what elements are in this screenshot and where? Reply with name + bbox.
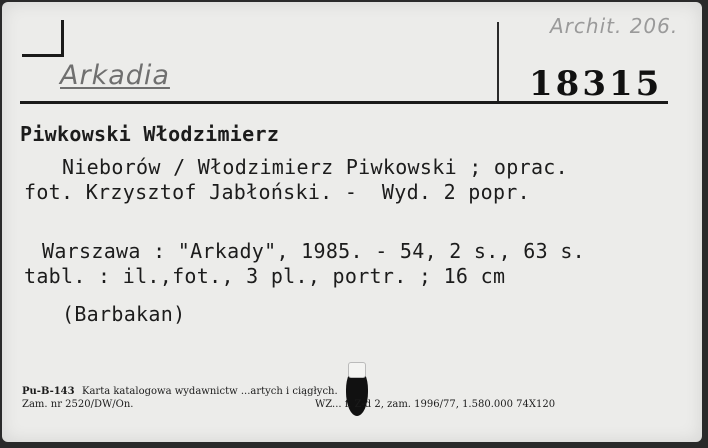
header-divider: [497, 22, 499, 102]
provenance-handwritten: Arkadia: [60, 60, 170, 91]
footer-print-info: WZ... f. Z-d 2, zam. 1996/77, 1.580.000 74X120: [315, 399, 556, 410]
catalog-number: 18315: [529, 64, 663, 104]
corner-mark-horizontal: [22, 54, 64, 57]
author-heading: Piwkowski Włodzimierz: [20, 122, 280, 146]
footer-text: Karta katalogowa wydawnictw ...artych i ciągłych.: [82, 386, 338, 397]
imprint-line-2: tabl. : il.,fot., 3 pl., portr. ; 16 cm: [24, 264, 506, 288]
archive-note-handwritten: Archit. 206.: [550, 14, 679, 38]
footer-code: Pu-B-143: [22, 386, 75, 397]
title-line-1: Nieborów / Włodzimierz Piwkowski ; oprac.: [62, 155, 568, 179]
footer-order: Zam. nr 2520/DW/On.: [22, 399, 134, 410]
series-statement: (Barbakan): [62, 302, 186, 326]
imprint-line-1: Warszawa : "Arkady", 1985. - 54, 2 s., 63 s.: [42, 239, 586, 263]
corner-mark-vertical: [61, 20, 64, 56]
paper-tab: [348, 362, 366, 378]
catalog-card: [2, 2, 702, 442]
title-line-2: fot. Krzysztof Jabłoński. - Wyd. 2 popr.: [24, 180, 530, 204]
